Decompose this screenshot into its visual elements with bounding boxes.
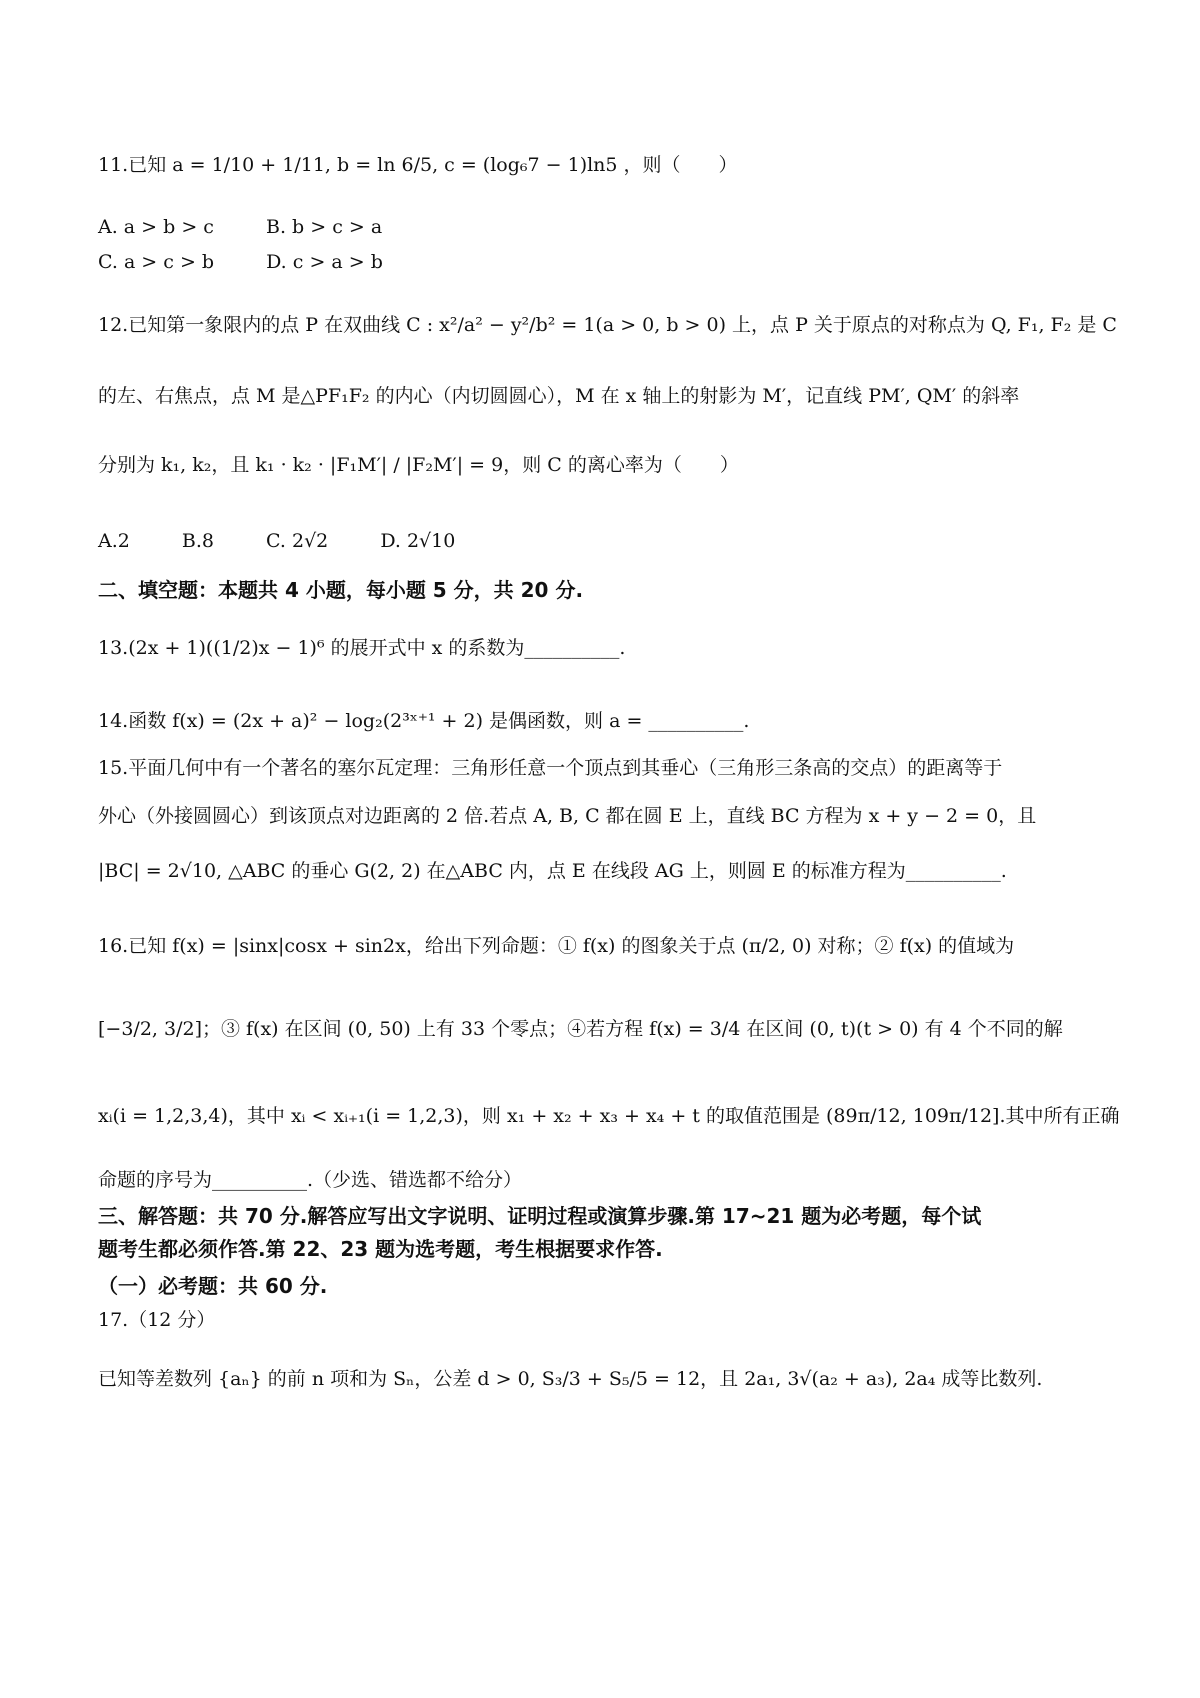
question-11-stem: 11.已知 a = 1/10 + 1/11, b = ln 6/5, c = (log₆7 − 1)ln5 ，则（ ）: [98, 154, 738, 176]
question-16-line1: 16.已知 f(x) = |sinx|cosx + sin2x，给出下列命题：① f(x) 的图象关于点 (π/2, 0) 对称；② f(x) 的值域为: [98, 935, 1015, 957]
question-12-line3: 分别为 k₁, k₂，且 k₁ · k₂ · |F₁M′| / |F₂M′| = 9，则 C 的离心率为（ ）: [98, 454, 739, 476]
section-2-title: 二、填空题：本题共 4 小题，每小题 5 分，共 20 分.: [98, 578, 584, 602]
section-3-title-line2: 题考生都必须作答.第 22、23 题为选考题，考生根据要求作答.: [98, 1237, 663, 1261]
question-12-line1: 12.已知第一象限内的点 P 在双曲线 C : x²/a² − y²/b² = 1(a > 0, b > 0) 上，点 P 关于原点的对称点为 Q, F₁, F₂ 是 C: [98, 314, 1117, 336]
question-15-line2: 外心（外接圆圆心）到该顶点对边距离的 2 倍.若点 A, B, C 都在圆 E 上，直线 BC 方程为 x + y − 2 = 0，且: [98, 805, 1037, 827]
question-14: 14.函数 f(x) = (2x + a)² − log₂(2³ˣ⁺¹ + 2) 是偶函数，则 a = __________.: [98, 710, 750, 732]
question-17-header: 17.（12 分）: [98, 1309, 216, 1331]
q11-option-a: A. a > b > c: [98, 216, 214, 238]
q12-option-c: C. 2√2: [266, 530, 329, 552]
question-16-line2: [−3/2, 3/2]；③ f(x) 在区间 (0, 50) 上有 33 个零点；④若方程 f(x) = 3/4 在区间 (0, t)(t > 0) 有 4 个不同的解: [98, 1018, 1063, 1040]
question-16-line4: 命题的序号为__________.（少选、错选都不给分）: [98, 1169, 523, 1191]
question-12-options: [98, 528, 1140, 554]
q11-option-d: D. c > a > b: [266, 251, 383, 273]
question-13: 13.(2x + 1)((1/2)x − 1)⁶ 的展开式中 x 的系数为__________.: [98, 637, 626, 659]
section-3-subtitle: （一）必考题：共 60 分.: [98, 1274, 328, 1298]
q12-option-b: B.8: [181, 530, 214, 552]
question-11-options-row1: [98, 214, 1140, 240]
question-16-line3: xᵢ(i = 1,2,3,4)，其中 xᵢ < xᵢ₊₁(i = 1,2,3)，则 x₁ + x₂ + x₃ + x₄ + t 的取值范围是 (89π/12, 109π/12].其中所有正确: [98, 1105, 1120, 1127]
section-3-title-line1: 三、解答题：共 70 分.解答应写出文字说明、证明过程或演算步骤.第 17~21 题为必考题，每个试: [98, 1204, 982, 1228]
question-11-options-row2: [98, 249, 1140, 275]
question-15-line1: 15.平面几何中有一个著名的塞尔瓦定理：三角形任意一个顶点到其垂心（三角形三条高的交点）的距离等于: [98, 757, 1003, 779]
q11-option-c: C. a > c > b: [98, 251, 215, 273]
q12-option-d: D. 2√10: [380, 530, 456, 552]
question-12-line2: 的左、右焦点，点 M 是△PF₁F₂ 的内心（内切圆圆心），M 在 x 轴上的射影为 M′，记直线 PM′, QM′ 的斜率: [98, 385, 1020, 407]
q12-option-a: A.2: [98, 530, 130, 552]
question-17-text: 已知等差数列 {aₙ} 的前 n 项和为 Sₙ，公差 d > 0, S₃/3 + S₅/5 = 12，且 2a₁, 3√(a₂ + a₃), 2a₄ 成等比数列.: [98, 1368, 1043, 1390]
q11-option-b: B. b > c > a: [265, 216, 383, 238]
question-15-line3: |BC| = 2√10, △ABC 的垂心 G(2, 2) 在△ABC 内，点 E 在线段 AG 上，则圆 E 的标准方程为__________.: [98, 860, 1007, 882]
